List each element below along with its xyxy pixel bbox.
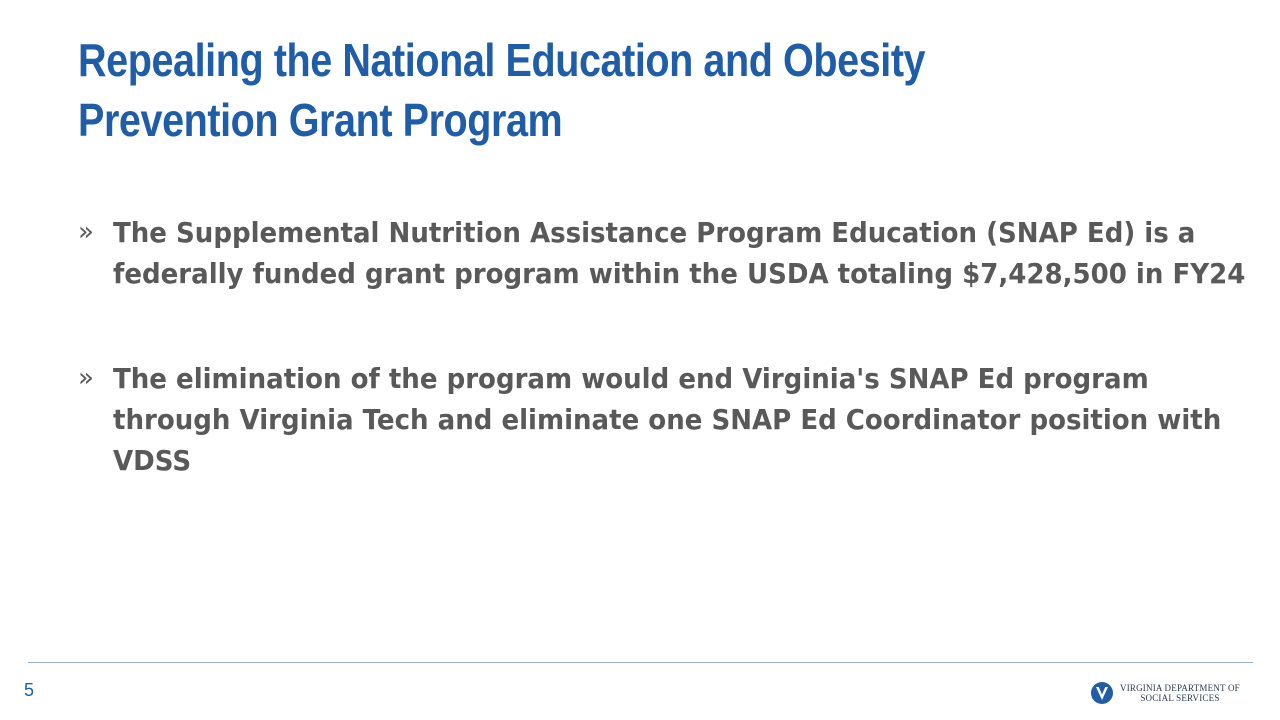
bullet-text-1: The Supplemental Nutrition Assistance Program Education (SNAP Ed) is a federally funded grant program within the USDA totaling $7,428,500 in FY24 xyxy=(113,216,1246,290)
logo-text-line-1: VIRGINIA DEPARTMENT OF xyxy=(1120,683,1240,693)
bullet-marker: » xyxy=(78,363,94,393)
slide-title-line-1: Repealing the National Education and Obesity xyxy=(78,34,926,86)
logo-text-line-2: SOCIAL SERVICES xyxy=(1140,693,1220,703)
vdss-logo xyxy=(1090,680,1240,706)
vdss-v-logo-icon xyxy=(1090,681,1114,705)
slide-title xyxy=(78,30,1024,150)
bullet-marker: » xyxy=(78,217,94,247)
page-number: 5 xyxy=(24,680,35,700)
bullet-list xyxy=(78,212,1246,545)
bullet-item-2 xyxy=(78,358,1238,481)
slide-title-line-2: Prevention Grant Program xyxy=(78,94,563,146)
footer-divider xyxy=(28,662,1253,663)
bullet-text-2: The elimination of the program would end Virginia's SNAP Ed program through Virginia Tech and eliminate one SNAP Ed Coordinator position with VDSS xyxy=(113,362,1222,477)
logo-text xyxy=(1120,683,1240,703)
bullet-item-1 xyxy=(78,212,1246,294)
